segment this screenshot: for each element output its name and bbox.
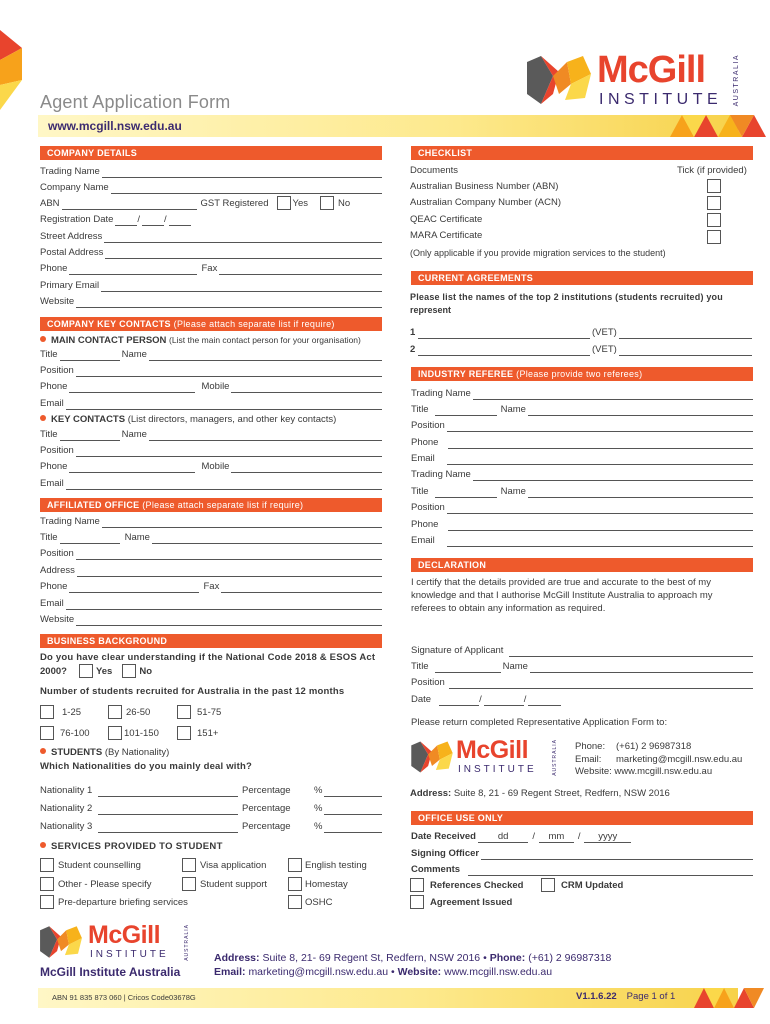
gst-yes-checkbox[interactable] [277, 196, 291, 210]
date-received-field[interactable]: Date Received dd / mm / yyyy [411, 829, 631, 843]
phone-fax-row: Phone Fax [40, 261, 382, 275]
declaration-text-line2: knowledge and that I authorise McGill Institute Australia to approach my [411, 590, 713, 601]
nationality-2-row[interactable]: Nationality 2 Percentage % [40, 801, 382, 815]
affiliated-title-name-row: Title Name [40, 530, 382, 544]
service-student-counselling[interactable]: Student counselling [40, 858, 143, 872]
key-name-field[interactable] [149, 429, 382, 441]
key-position-field[interactable]: Position [40, 443, 382, 457]
declaration-heading: DECLARATION [411, 558, 753, 572]
logo-wordmark: McGill [456, 736, 529, 764]
affiliated-website-field[interactable]: Website [40, 612, 382, 626]
range-option-3[interactable]: 51-75 [177, 705, 223, 719]
fax-field[interactable] [219, 263, 382, 275]
range-option-5[interactable]: 101-150 [108, 726, 161, 740]
signing-officer-field[interactable]: Signing Officer [411, 846, 753, 860]
checklist-item-qeac: QEAC Certificate [410, 214, 483, 225]
abn-row: ABN GST Registered Yes No [40, 198, 351, 209]
declaration-name-field[interactable] [530, 661, 753, 673]
signature-field[interactable]: Signature of Applicant [411, 643, 753, 657]
contact-address: Address: Suite 8, 21 - 69 Regent Street, Redfern, NSW 2016 [410, 788, 670, 799]
logo-country: AUSTRALIA [184, 924, 190, 961]
mcgill-logo-mark-icon [38, 925, 84, 959]
declaration-title-field[interactable] [435, 661, 501, 673]
checklist-item-acn: Australian Company Number (ACN) [410, 197, 561, 208]
key-mobile-field[interactable] [231, 461, 382, 473]
declaration-date-field[interactable]: Date / / [411, 692, 561, 706]
referee-2-title-field[interactable] [435, 486, 497, 498]
referee-1-email-field[interactable]: Email [411, 451, 753, 465]
current-agreements-heading: CURRENT AGREEMENTS [411, 271, 753, 285]
key-phone-mobile-row: Phone Mobile [40, 459, 382, 473]
logo-wordmark: McGill [597, 49, 706, 91]
references-checked-checkbox[interactable]: References Checked [410, 878, 525, 892]
documents-label: Documents [410, 165, 459, 176]
agreement-row-1[interactable]: 1 (VET) [410, 325, 752, 339]
contact-phone: Phone: (+61) 2 96987318 [575, 741, 692, 752]
mcgill-logo-small [410, 737, 570, 777]
referee-1-phone-field[interactable]: Phone [411, 435, 753, 449]
footer-triangles-decoration [690, 988, 770, 1008]
agreement-row-2[interactable]: 2 (VET) [410, 342, 752, 356]
referee-1-position-field[interactable]: Position [411, 418, 753, 432]
key-title-field[interactable] [60, 429, 120, 441]
industry-referee-heading: INDUSTRY REFEREE (Please provide two referees) [411, 367, 753, 381]
mcgill-logo-mark-icon [410, 740, 454, 774]
checklist-abn-checkbox[interactable] [707, 179, 721, 193]
key-contacts-label: KEY CONTACTS (List directors, managers, and other key contacts) [40, 414, 336, 427]
abn-field[interactable] [62, 198, 197, 210]
referee-1-trading-name-field[interactable]: Trading Name [411, 386, 753, 400]
logo-country: AUSTRALIA [733, 54, 740, 107]
agreements-question-line1: Please list the names of the top 2 institutions (students recruited) you [410, 292, 723, 302]
declaration-title-name-row: Title Name [411, 659, 753, 673]
service-homestay[interactable]: Homestay [288, 877, 350, 891]
agreements-question-line2: represent [410, 305, 452, 315]
corner-decoration [0, 30, 22, 110]
national-code-question: Do you have clear understanding if the National Code 2018 & ESOS Act [40, 652, 376, 663]
referee-1-title-field[interactable] [435, 404, 497, 416]
referee-2-title-name-row: Title Name [411, 484, 753, 498]
business-background-heading: BUSINESS BACKGROUND [40, 634, 382, 648]
main-title-name-row: Title Name [40, 347, 382, 361]
logo-institute: INSTITUTE [599, 91, 723, 108]
main-phone-field[interactable] [69, 381, 195, 393]
logo-institute: INSTITUTE [458, 764, 537, 775]
footer-logo [38, 922, 198, 962]
checklist-item-mara: MARA Certificate [410, 230, 483, 241]
checklist-qeac-checkbox[interactable] [707, 213, 721, 227]
declaration-text-line1: I certify that the details provided are true and accurate to the best of my [411, 577, 711, 588]
service-other[interactable]: Other - Please specify [40, 877, 153, 891]
referee-2-position-field[interactable]: Position [411, 500, 753, 514]
main-title-field[interactable] [60, 349, 120, 361]
students-label: STUDENTS (By Nationality) [40, 747, 169, 760]
registration-date-field[interactable]: Registration Date / / [40, 212, 240, 226]
affiliated-email-field[interactable]: Email [40, 596, 382, 610]
service-english-testing[interactable]: English testing [288, 858, 369, 872]
referee-2-name-field[interactable] [528, 486, 753, 498]
logo-country: AUSTRALIA [552, 739, 558, 776]
footer-contact-line: Email: marketing@mcgill.nsw.edu.au • Website: www.mcgill.nsw.edu.au [214, 966, 553, 978]
main-phone-mobile-row: Phone Mobile [40, 379, 382, 393]
comments-field[interactable]: Comments [411, 862, 753, 876]
postal-address-field[interactable]: Postal Address [40, 245, 382, 259]
contact-website[interactable]: Website: www.mcgill.nsw.edu.au [575, 766, 713, 777]
declaration-position-field[interactable]: Position [411, 675, 753, 689]
national-code-yes-checkbox[interactable] [79, 664, 93, 678]
services-label: SERVICES PROVIDED TO STUDENT [40, 841, 223, 854]
banner-triangles-decoration [660, 115, 770, 137]
bullet-icon [40, 336, 46, 342]
affiliated-name-field[interactable] [152, 532, 382, 544]
checklist-note: (Only applicable if you provide migration services to the student) [410, 248, 666, 258]
affiliated-title-field[interactable] [60, 532, 120, 544]
return-instructions: Please return completed Representative Application Form to: [411, 717, 668, 728]
main-mobile-field[interactable] [231, 381, 382, 393]
footer-company-name: McGill Institute Australia [40, 965, 181, 979]
service-pre-departure[interactable]: Pre-departure briefing services [40, 895, 190, 909]
key-title-name-row: Title Name [40, 427, 382, 441]
key-phone-field[interactable] [69, 461, 195, 473]
agreement-issued-checkbox[interactable]: Agreement Issued [410, 895, 514, 909]
contact-email[interactable]: Email: marketing@mcgill.nsw.edu.au [575, 754, 743, 765]
range-option-4[interactable]: 76-100 [40, 726, 92, 740]
range-option-6[interactable]: 151+ [177, 726, 220, 740]
affiliated-office-heading: AFFILIATED OFFICE (Please attach separate list if require) [40, 498, 382, 512]
key-contacts-heading: COMPANY KEY CONTACTS (Please attach separate list if require) [40, 317, 382, 331]
main-name-field[interactable] [149, 349, 382, 361]
checklist-item-abn: Australian Business Number (ABN) [410, 181, 559, 192]
nationality-3-row[interactable]: Nationality 3 Percentage % [40, 819, 382, 833]
national-code-no-checkbox[interactable] [122, 664, 136, 678]
office-use-heading: OFFICE USE ONLY [411, 811, 753, 825]
bullet-icon [40, 842, 46, 848]
main-email-field[interactable]: Email [40, 396, 382, 410]
referee-2-trading-name-field[interactable]: Trading Name [411, 467, 753, 481]
bullet-icon [40, 748, 46, 754]
service-visa-application[interactable]: Visa application [182, 858, 268, 872]
national-code-answer-row: 2000? Yes No [40, 666, 152, 677]
students-recruited-question: Number of students recruited for Australia in the past 12 months [40, 686, 345, 697]
logo-institute: INSTITUTE [90, 949, 169, 960]
website-url[interactable]: www.mcgill.nsw.edu.au [48, 119, 182, 133]
referee-1-name-field[interactable] [528, 404, 753, 416]
gst-no-checkbox[interactable] [320, 196, 334, 210]
range-option-2[interactable]: 26-50 [108, 705, 152, 719]
nationalities-question: Which Nationalities do you mainly deal with? [40, 761, 253, 772]
affiliated-fax-field[interactable] [221, 581, 382, 593]
affiliated-phone-fax-row: Phone Fax [40, 579, 382, 593]
crm-updated-checkbox[interactable]: CRM Updated [541, 878, 625, 892]
referee-2-phone-field[interactable]: Phone [411, 517, 753, 531]
footer-abn: ABN 91 835 873 060 | Cricos Code03678G [52, 993, 196, 1002]
checklist-mara-checkbox[interactable] [707, 230, 721, 244]
service-student-support[interactable]: Student support [182, 877, 269, 891]
checklist-acn-checkbox[interactable] [707, 196, 721, 210]
footer-address-line: Address: Suite 8, 21- 69 Regent St, Redfern, NSW 2016 • Phone: (+61) 2 96987318 [214, 952, 612, 964]
nationality-1-row[interactable]: Nationality 1 Percentage % [40, 783, 382, 797]
street-address-field[interactable]: Street Address [40, 229, 382, 243]
bullet-icon [40, 415, 46, 421]
mcgill-logo-mark-icon [525, 54, 593, 106]
company-name-field[interactable]: Company Name [40, 180, 382, 194]
primary-email-field[interactable]: Primary Email [40, 278, 382, 292]
form-title: Agent Application Form [40, 92, 231, 112]
website-field[interactable]: Website [40, 294, 382, 308]
footer-version-page: V1.1.6.22 Page 1 of 1 [576, 991, 676, 1002]
main-position-field[interactable]: Position [40, 363, 382, 377]
phone-field[interactable] [69, 263, 197, 275]
logo-wordmark: McGill [88, 921, 161, 949]
key-email-field[interactable]: Email [40, 476, 382, 490]
range-option-1[interactable]: 1-25 [40, 705, 83, 719]
trading-name-field[interactable]: Trading Name [40, 164, 382, 178]
affiliated-position-field[interactable]: Position [40, 546, 382, 560]
referee-2-email-field[interactable]: Email [411, 533, 753, 547]
checklist-heading: CHECKLIST [411, 146, 753, 160]
tick-label: Tick (if provided) [677, 165, 747, 176]
mcgill-logo [525, 50, 755, 112]
declaration-text-line3: referees to obtain any information as required. [411, 603, 606, 614]
company-details-heading: COMPANY DETAILS [40, 146, 382, 160]
affiliated-trading-name-field[interactable]: Trading Name [40, 514, 382, 528]
service-oshc[interactable]: OSHC [288, 895, 334, 909]
referee-1-title-name-row: Title Name [411, 402, 753, 416]
main-contact-label: MAIN CONTACT PERSON (List the main contact person for your organisation) [40, 334, 361, 348]
affiliated-phone-field[interactable] [69, 581, 199, 593]
affiliated-address-field[interactable]: Address [40, 563, 382, 577]
